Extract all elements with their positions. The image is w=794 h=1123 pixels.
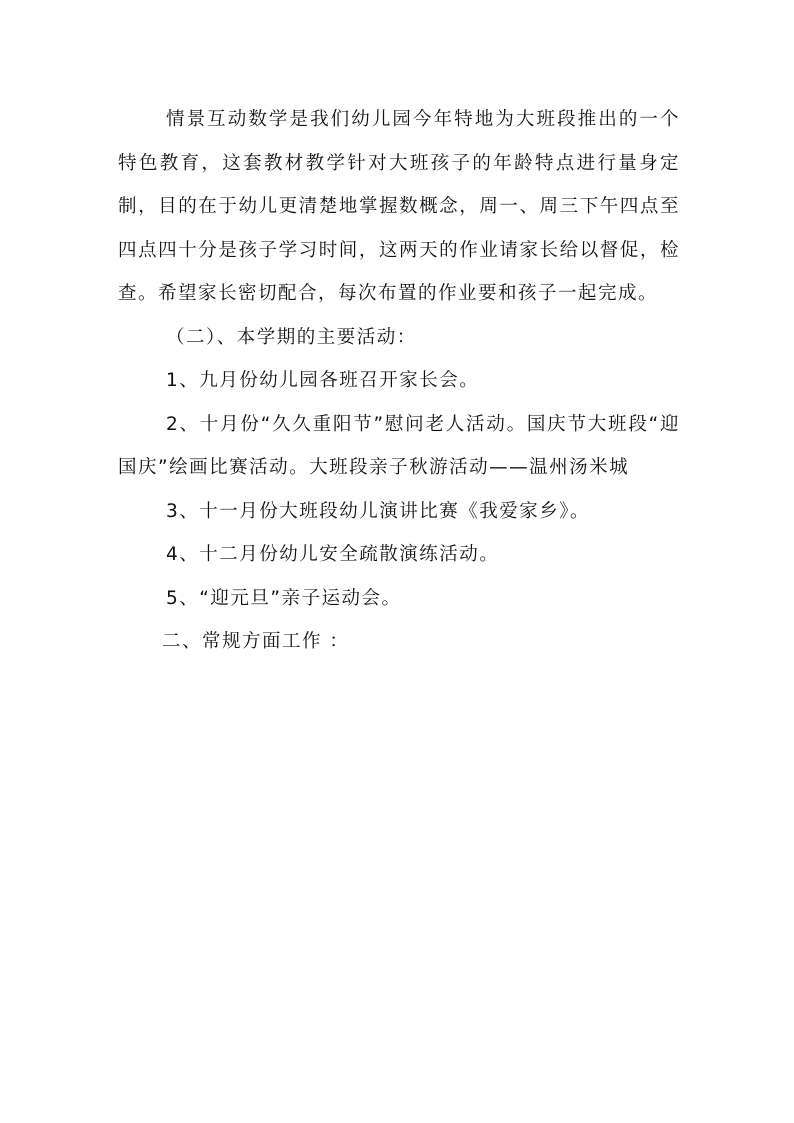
activity-item: 2、十月份“久久重阳节”慰问老人活动。国庆节大班段“迎国庆”绘画比赛活动。大班段亲子秋游活动——温州汤米城: [118, 413, 680, 478]
activity-item: 1、九月份幼儿园各班召开家长会。: [166, 370, 480, 391]
routine-heading: 二、常规方面工作 ：: [162, 631, 350, 652]
intro-paragraph: 情景互动数学是我们幼儿园今年特地为大班段推出的一个特色教育，这套教材教学针对大班孩子的年龄特点进行量身定制，目的在于幼儿更清楚地掌握数概念，周一、周三下午四点至四点四十分是孩子学习时间，这两天的作业请家长给以督促，检查。希望家长密切配合，每次布置的作业要和孩子一起完成。: [118, 109, 680, 304]
activity-item: 5、“迎元旦”亲子运动会。: [166, 587, 402, 609]
activities-heading: （二）、本学期的主要活动：: [166, 326, 417, 348]
activity-item: 3、十一月份大班段幼儿演讲比赛《我爱家乡》。: [166, 500, 591, 522]
document-body: [118, 98, 680, 664]
activity-item: 4、十二月份幼儿安全疏散演练活动。: [166, 544, 500, 565]
